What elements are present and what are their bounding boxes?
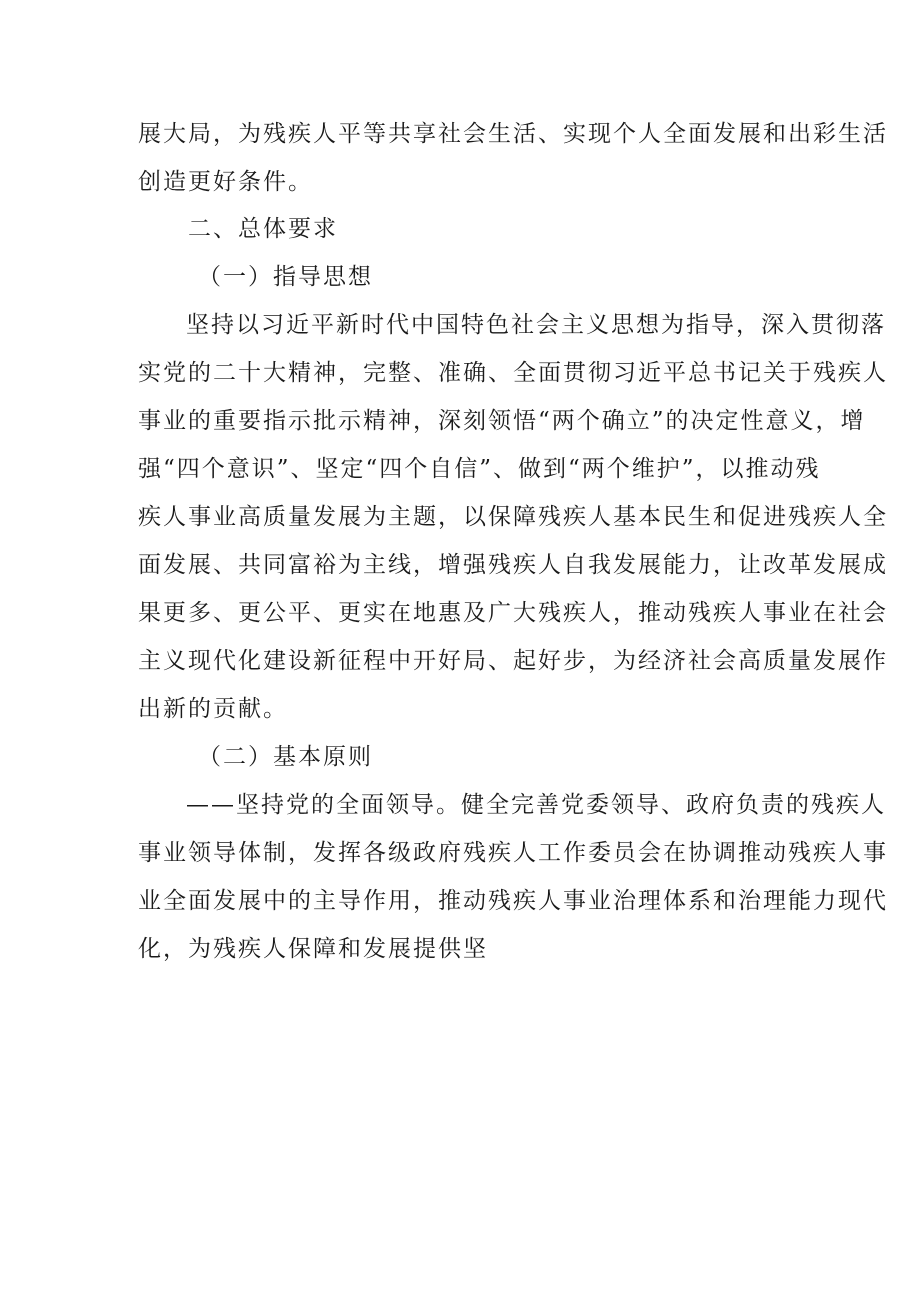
text-line: 事业领导体制，发挥各级政府残疾人工作委员会在协调推动残疾人事 [138, 840, 888, 866]
text-line: 事业的重要指示批示精神，深刻领悟“两个确立”的决定性意义，增 [138, 408, 866, 434]
text-line: 业全面发展中的主导作用，推动残疾人事业治理体系和治理能力现代 [138, 888, 888, 914]
text-line: 创造更好条件。 [138, 169, 313, 195]
section-heading: 二、总体要求 [188, 216, 338, 242]
text-line: 展大局，为残疾人平等共享社会生活、实现个人全面发展和出彩生活 [138, 121, 888, 147]
text-line: 疾人事业高质量发展为主题，以保障残疾人基本民生和促进残疾人全 [138, 504, 888, 530]
text-line: 实党的二十大精神，完整、准确、全面贯彻习近平总书记关于残疾人 [138, 360, 888, 386]
text-line: 强“四个意识”、坚定“四个自信”、做到“两个维护”，以推动残 [138, 456, 821, 482]
text-line: ——坚持党的全面领导。健全完善党委领导、政府负责的残疾人 [186, 792, 886, 818]
text-line: 坚持以习近平新时代中国特色社会主义思想为指导，深入贯彻落 [186, 312, 886, 338]
text-line: 面发展、共同富裕为主线，增强残疾人自我发展能力，让改革发展成 [138, 552, 888, 578]
subsection-heading: （二）基本原则 [198, 744, 373, 770]
text-line: 果更多、更公平、更实在地惠及广大残疾人，推动残疾人事业在社会 [138, 600, 888, 626]
text-line: 出新的贡献。 [138, 696, 288, 722]
subsection-heading: （一）指导思想 [198, 264, 373, 290]
text-line: 化，为残疾人保障和发展提供坚 [138, 936, 488, 962]
text-line: 主义现代化建设新征程中开好局、起好步，为经济社会高质量发展作 [138, 648, 888, 674]
